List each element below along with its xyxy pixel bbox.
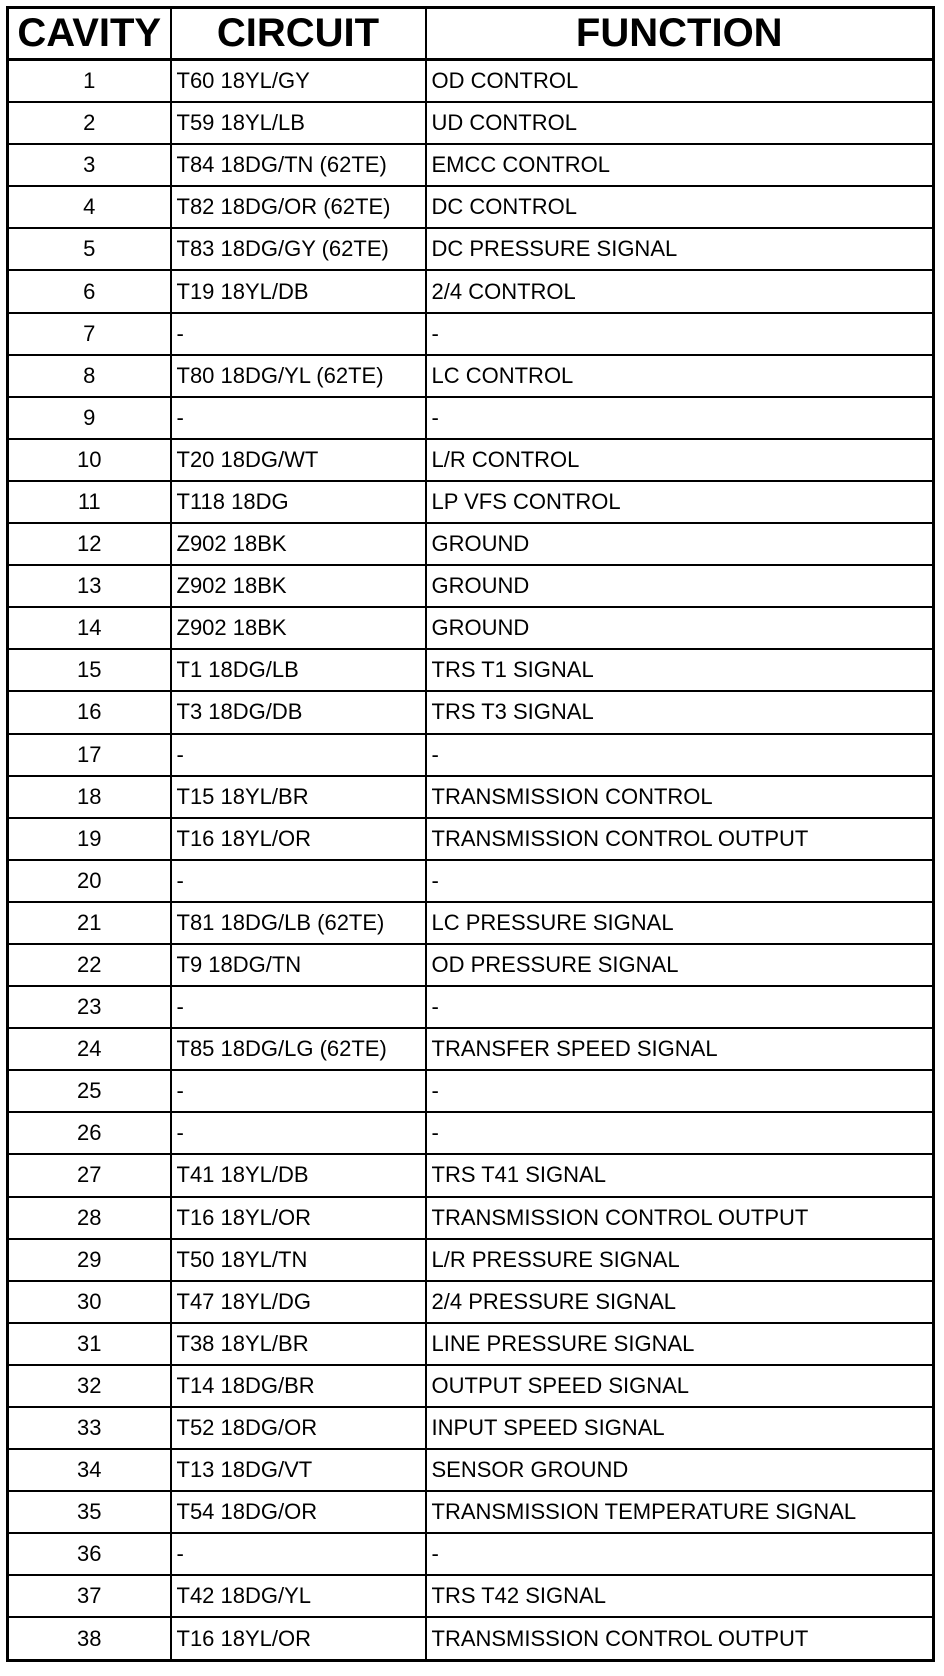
- table-row: [8, 818, 934, 860]
- function-cell: GROUND: [426, 565, 934, 607]
- circuit-cell: -: [171, 1533, 426, 1575]
- cavity-cell: 10: [8, 439, 171, 481]
- function-cell: -: [426, 860, 934, 902]
- function-cell: -: [426, 313, 934, 355]
- connector-pinout-sheet: [6, 6, 932, 1670]
- table-row: [8, 481, 934, 523]
- cavity-cell: 26: [8, 1112, 171, 1154]
- cavity-cell: 30: [8, 1281, 171, 1323]
- function-cell: 2/4 CONTROL: [426, 270, 934, 312]
- function-cell: OUTPUT SPEED SIGNAL: [426, 1365, 934, 1407]
- circuit-cell: T20 18DG/WT: [171, 439, 426, 481]
- table-row: [8, 144, 934, 186]
- function-cell: TRS T1 SIGNAL: [426, 649, 934, 691]
- circuit-cell: T41 18YL/DB: [171, 1154, 426, 1196]
- circuit-cell: -: [171, 313, 426, 355]
- circuit-cell: T59 18YL/LB: [171, 102, 426, 144]
- function-cell: TRANSMISSION CONTROL OUTPUT: [426, 1197, 934, 1239]
- function-cell: TRS T42 SIGNAL: [426, 1575, 934, 1617]
- cavity-cell: 1: [8, 60, 171, 103]
- table-row: [8, 1617, 934, 1660]
- function-cell: DC PRESSURE SIGNAL: [426, 228, 934, 270]
- circuit-cell: T9 18DG/TN: [171, 944, 426, 986]
- table-row: [8, 734, 934, 776]
- table-row: [8, 355, 934, 397]
- table-row: [8, 1028, 934, 1070]
- table-row: [8, 776, 934, 818]
- circuit-cell: Z902 18BK: [171, 565, 426, 607]
- cavity-cell: 20: [8, 860, 171, 902]
- circuit-cell: T42 18DG/YL: [171, 1575, 426, 1617]
- function-cell: SENSOR GROUND: [426, 1449, 934, 1491]
- table-row: [8, 523, 934, 565]
- cavity-cell: 33: [8, 1407, 171, 1449]
- function-cell: -: [426, 986, 934, 1028]
- table-row: [8, 691, 934, 733]
- function-cell: LINE PRESSURE SIGNAL: [426, 1323, 934, 1365]
- circuit-cell: -: [171, 734, 426, 776]
- table-row: [8, 1112, 934, 1154]
- cavity-cell: 13: [8, 565, 171, 607]
- cavity-cell: 24: [8, 1028, 171, 1070]
- table-row: [8, 1491, 934, 1533]
- circuit-cell: T47 18YL/DG: [171, 1281, 426, 1323]
- cavity-cell: 18: [8, 776, 171, 818]
- cavity-cell: 3: [8, 144, 171, 186]
- circuit-cell: T60 18YL/GY: [171, 60, 426, 103]
- cavity-cell: 22: [8, 944, 171, 986]
- cavity-cell: 2: [8, 102, 171, 144]
- circuit-cell: T19 18YL/DB: [171, 270, 426, 312]
- cavity-cell: 31: [8, 1323, 171, 1365]
- function-cell: 2/4 PRESSURE SIGNAL: [426, 1281, 934, 1323]
- table-row: [8, 565, 934, 607]
- table-row: [8, 860, 934, 902]
- cavity-cell: 37: [8, 1575, 171, 1617]
- cavity-cell: 29: [8, 1239, 171, 1281]
- table-row: [8, 1281, 934, 1323]
- circuit-cell: T3 18DG/DB: [171, 691, 426, 733]
- cavity-cell: 36: [8, 1533, 171, 1575]
- table-row: [8, 439, 934, 481]
- function-cell: TRANSFER SPEED SIGNAL: [426, 1028, 934, 1070]
- circuit-cell: T38 18YL/BR: [171, 1323, 426, 1365]
- function-cell: LP VFS CONTROL: [426, 481, 934, 523]
- circuit-cell: T16 18YL/OR: [171, 1197, 426, 1239]
- circuit-cell: T54 18DG/OR: [171, 1491, 426, 1533]
- table-row: [8, 1407, 934, 1449]
- table-row: [8, 1449, 934, 1491]
- function-cell: GROUND: [426, 523, 934, 565]
- circuit-cell: T13 18DG/VT: [171, 1449, 426, 1491]
- circuit-cell: T80 18DG/YL (62TE): [171, 355, 426, 397]
- table-row: [8, 902, 934, 944]
- function-cell: OD PRESSURE SIGNAL: [426, 944, 934, 986]
- function-cell: EMCC CONTROL: [426, 144, 934, 186]
- cavity-cell: 25: [8, 1070, 171, 1112]
- table-row: [8, 649, 934, 691]
- function-cell: LC CONTROL: [426, 355, 934, 397]
- circuit-cell: -: [171, 1112, 426, 1154]
- cavity-cell: 9: [8, 397, 171, 439]
- table-row: [8, 228, 934, 270]
- table-row: [8, 1154, 934, 1196]
- function-cell: LC PRESSURE SIGNAL: [426, 902, 934, 944]
- circuit-cell: T85 18DG/LG (62TE): [171, 1028, 426, 1070]
- function-cell: L/R PRESSURE SIGNAL: [426, 1239, 934, 1281]
- cavity-cell: 11: [8, 481, 171, 523]
- function-cell: L/R CONTROL: [426, 439, 934, 481]
- function-cell: -: [426, 1070, 934, 1112]
- circuit-cell: T15 18YL/BR: [171, 776, 426, 818]
- circuit-cell: T118 18DG: [171, 481, 426, 523]
- function-cell: UD CONTROL: [426, 102, 934, 144]
- circuit-cell: T84 18DG/TN (62TE): [171, 144, 426, 186]
- pinout-table: [6, 6, 935, 1662]
- circuit-cell: Z902 18BK: [171, 607, 426, 649]
- cavity-cell: 6: [8, 270, 171, 312]
- function-cell: -: [426, 1112, 934, 1154]
- table-row: [8, 186, 934, 228]
- circuit-cell: -: [171, 986, 426, 1028]
- circuit-cell: T14 18DG/BR: [171, 1365, 426, 1407]
- cavity-cell: 17: [8, 734, 171, 776]
- circuit-cell: T82 18DG/OR (62TE): [171, 186, 426, 228]
- cavity-cell: 16: [8, 691, 171, 733]
- cavity-cell: 28: [8, 1197, 171, 1239]
- table-row: [8, 944, 934, 986]
- cavity-cell: 27: [8, 1154, 171, 1196]
- table-row: [8, 397, 934, 439]
- circuit-cell: T1 18DG/LB: [171, 649, 426, 691]
- function-cell: TRS T3 SIGNAL: [426, 691, 934, 733]
- circuit-cell: Z902 18BK: [171, 523, 426, 565]
- pinout-table-body: [8, 60, 934, 1661]
- table-row: [8, 1365, 934, 1407]
- cavity-cell: 14: [8, 607, 171, 649]
- table-row: [8, 1323, 934, 1365]
- function-cell: -: [426, 1533, 934, 1575]
- header-row: [8, 8, 934, 60]
- table-row: [8, 1239, 934, 1281]
- circuit-cell: T16 18YL/OR: [171, 818, 426, 860]
- function-cell: -: [426, 397, 934, 439]
- table-row: [8, 270, 934, 312]
- circuit-cell: T52 18DG/OR: [171, 1407, 426, 1449]
- cavity-cell: 8: [8, 355, 171, 397]
- function-cell: TRANSMISSION CONTROL OUTPUT: [426, 818, 934, 860]
- function-cell: OD CONTROL: [426, 60, 934, 103]
- function-cell: -: [426, 734, 934, 776]
- cavity-cell: 34: [8, 1449, 171, 1491]
- circuit-cell: T81 18DG/LB (62TE): [171, 902, 426, 944]
- cavity-cell: 12: [8, 523, 171, 565]
- cavity-cell: 5: [8, 228, 171, 270]
- table-row: [8, 60, 934, 103]
- cavity-cell: 35: [8, 1491, 171, 1533]
- table-row: [8, 102, 934, 144]
- circuit-column-header: CIRCUIT: [171, 8, 426, 60]
- function-cell: TRANSMISSION TEMPERATURE SIGNAL: [426, 1491, 934, 1533]
- table-row: [8, 986, 934, 1028]
- circuit-cell: T16 18YL/OR: [171, 1617, 426, 1660]
- table-row: [8, 1197, 934, 1239]
- function-cell: TRANSMISSION CONTROL OUTPUT: [426, 1617, 934, 1660]
- table-row: [8, 1070, 934, 1112]
- cavity-cell: 32: [8, 1365, 171, 1407]
- cavity-cell: 23: [8, 986, 171, 1028]
- function-column-header: FUNCTION: [426, 8, 934, 60]
- function-cell: TRS T41 SIGNAL: [426, 1154, 934, 1196]
- cavity-cell: 4: [8, 186, 171, 228]
- circuit-cell: -: [171, 860, 426, 902]
- cavity-cell: 7: [8, 313, 171, 355]
- function-cell: TRANSMISSION CONTROL: [426, 776, 934, 818]
- function-cell: DC CONTROL: [426, 186, 934, 228]
- circuit-cell: T50 18YL/TN: [171, 1239, 426, 1281]
- table-row: [8, 1533, 934, 1575]
- table-row: [8, 313, 934, 355]
- circuit-cell: T83 18DG/GY (62TE): [171, 228, 426, 270]
- cavity-column-header: CAVITY: [8, 8, 171, 60]
- cavity-cell: 38: [8, 1617, 171, 1660]
- function-cell: INPUT SPEED SIGNAL: [426, 1407, 934, 1449]
- table-row: [8, 607, 934, 649]
- circuit-cell: -: [171, 1070, 426, 1112]
- cavity-cell: 15: [8, 649, 171, 691]
- table-row: [8, 1575, 934, 1617]
- function-cell: GROUND: [426, 607, 934, 649]
- cavity-cell: 21: [8, 902, 171, 944]
- cavity-cell: 19: [8, 818, 171, 860]
- circuit-cell: -: [171, 397, 426, 439]
